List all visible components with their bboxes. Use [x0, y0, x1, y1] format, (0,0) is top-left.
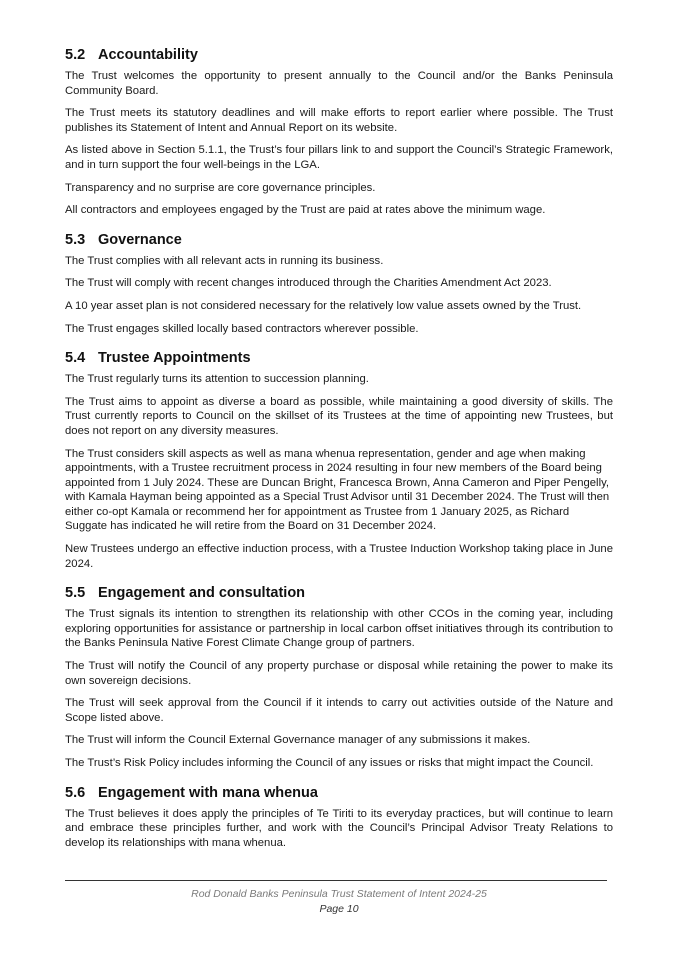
paragraph: The Trust’s Risk Policy includes informing the Council of any issues or risks that might impact the Council.	[65, 757, 594, 769]
paragraph: New Trustees undergo an effective induction process, with a Trustee Induction Workshop taking place in June 2024.	[65, 543, 613, 570]
paragraph: All contractors and employees engaged by the Trust are paid at rates above the minimum wage.	[65, 204, 546, 217]
section-title: Accountability	[98, 47, 198, 63]
footer-page-number: Page 10	[319, 903, 359, 915]
paragraph: The Trust will seek approval from the Council if it intends to carry out activities outside of the Nature and Scope listed above.	[65, 697, 613, 724]
paragraph: The Trust will notify the Council of any property purchase or disposal while retaining the power to make its own sovereign decisions.	[65, 660, 613, 687]
section-accountability	[65, 46, 613, 218]
section-title: Engagement and consultation	[98, 585, 306, 602]
paragraph: The Trust will comply with recent changes introduced through the Charities Amendment Act 2023.	[65, 277, 552, 290]
paragraph: The Trust believes it does apply the principles of Te Tiriti to its everyday practices, but will continue to learn and embrace these principles further, and work with the Council’s Principal Advisor Treaty Relations to develop its relationships with mana whenua.	[65, 807, 613, 849]
paragraph: The Trust regularly turns its attention to succession planning.	[65, 373, 369, 386]
paragraph: The Trust signals its intention to strengthen its relationship with other CCOs in the coming year, including exploring opportunities for assistance or partnership in local carbon offset initiatives through its contribution to the Banks Peninsula Native Forest Climate Change group of partners.	[65, 608, 613, 650]
paragraph: The Trust welcomes the opportunity to present annually to the Council and/or the Banks Peninsula Community Board.	[65, 70, 613, 97]
paragraph: A 10 year asset plan is not considered necessary for the relatively low value assets owned by the Trust.	[65, 299, 582, 312]
section-number: 5.2	[65, 47, 86, 63]
section-mana-whenua	[65, 784, 613, 851]
section-title: Engagement with mana whenua	[98, 784, 318, 801]
paragraph: The Trust complies with all relevant acts in running its business.	[65, 254, 384, 267]
section-title: Trustee Appointments	[98, 350, 251, 367]
section-heading	[65, 46, 613, 64]
document-body	[65, 46, 613, 858]
section-heading	[65, 231, 613, 249]
paragraph: As listed above in Section 5.1.1, the Trust’s four pillars link to and support the Council’s Strategic Framework, and in turn support the four well-beings in the LGA.	[65, 144, 613, 171]
section-heading	[65, 349, 613, 367]
paragraph: The Trust will inform the Council External Governance manager of any submissions it makes.	[65, 734, 531, 747]
section-title: Governance	[98, 231, 182, 248]
paragraph: The Trust engages skilled locally based contractors wherever possible.	[65, 322, 419, 335]
section-heading	[65, 584, 613, 602]
section-number: 5.4	[65, 350, 86, 367]
paragraph: The Trust considers skill aspects as well as mana whenua representation, gender and age when making appointments, with a Trustee recruitment process in 2024 resulting in four new members of the Board being appointed from 1 July 2024. These are Duncan Bright, Francesca Brown, Anna Cameron and Piper Pengelly, with Kamala Hayman being appointed as a Special Trust Advisor until 31 December 2024. The Trust will then either co-opt Kamala or recommend her for appointment as Trustee from 1 January 2025, as Richard Suggate has indicated he will retire from the Board on 31 December 2024.	[65, 447, 610, 533]
section-heading	[65, 784, 613, 802]
paragraph: The Trust aims to appoint as diverse a board as possible, while maintaining a good diversity of skills. The Trust currently reports to Council on the skillset of its Trustees at the time of appointing new Trustees, but does not report on any diversity measures.	[65, 395, 613, 437]
section-trustee-appointments	[65, 349, 613, 571]
section-governance	[65, 231, 613, 336]
paragraph: The Trust meets its statutory deadlines and will make efforts to report earlier where possible. The Trust publishes its Statement of Intent and Annual Report on its website.	[65, 107, 613, 134]
paragraph: Transparency and no surprise are core governance principles.	[65, 181, 376, 194]
section-number: 5.6	[65, 784, 86, 801]
section-number: 5.5	[65, 585, 86, 602]
section-number: 5.3	[65, 231, 86, 248]
section-engagement-consultation	[65, 584, 613, 770]
footer-divider	[65, 880, 607, 881]
footer-document-title: Rod Donald Banks Peninsula Trust Statement of Intent 2024-25	[191, 888, 487, 900]
